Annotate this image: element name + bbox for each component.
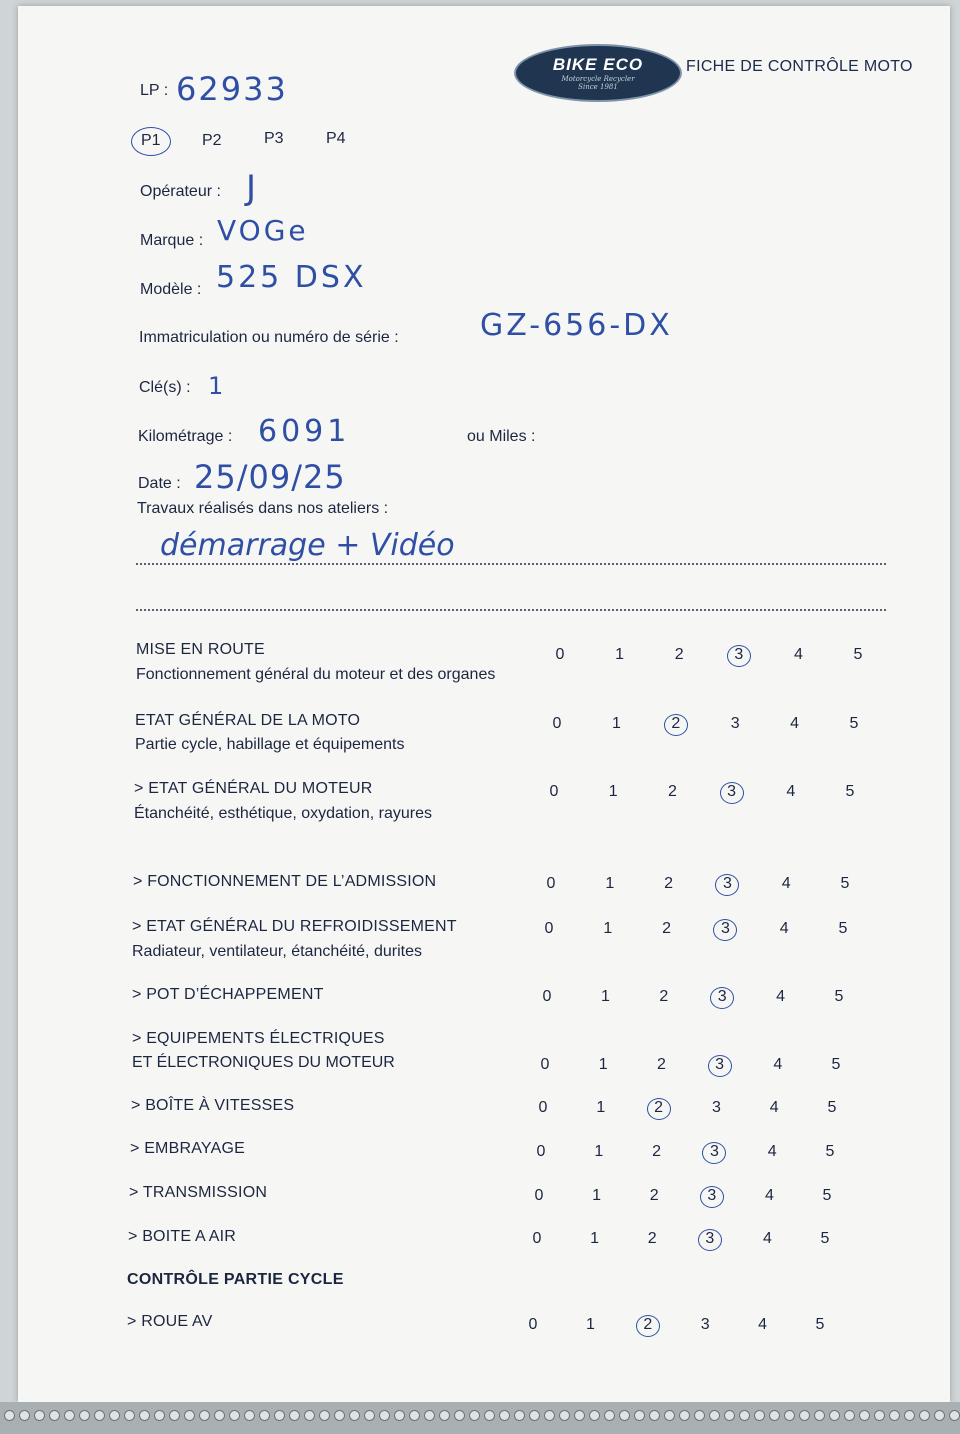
binder-hole bbox=[679, 1410, 690, 1421]
binder-hole bbox=[304, 1410, 315, 1421]
rating-row-title: ETAT GÉNÉRAL DE LA MOTO bbox=[135, 712, 361, 729]
rating-row-score-5: 5 bbox=[840, 875, 850, 892]
section-partie-cycle: CONTRÔLE PARTIE CYCLE bbox=[127, 1271, 344, 1288]
binder-hole bbox=[769, 1410, 780, 1421]
rating-row-score-1: 1 bbox=[590, 1230, 600, 1247]
rating-row-score-3: 3 bbox=[730, 715, 740, 732]
cles-value: 1 bbox=[208, 372, 224, 400]
binder-hole bbox=[949, 1410, 960, 1421]
date-value: 25/09/25 bbox=[194, 458, 346, 496]
plastic-sleeve-edge bbox=[0, 1402, 960, 1434]
binder-hole bbox=[4, 1410, 15, 1421]
rating-row-score-0: 0 bbox=[544, 920, 554, 937]
binder-hole bbox=[229, 1410, 240, 1421]
modele-value: 525 DSX bbox=[216, 260, 367, 295]
rating-row-score-0: 0 bbox=[538, 1099, 548, 1116]
binder-hole bbox=[829, 1410, 840, 1421]
binder-hole bbox=[604, 1410, 615, 1421]
binder-hole bbox=[499, 1410, 510, 1421]
rating-row-score-0: 0 bbox=[546, 875, 556, 892]
immatriculation-value: GZ-656-DX bbox=[480, 308, 673, 343]
rating-row-score-5: 5 bbox=[853, 646, 863, 663]
rating-row-score-3: 3 bbox=[707, 1187, 717, 1204]
rating-row-score-3: 3 bbox=[734, 646, 744, 663]
travaux-line-1 bbox=[136, 563, 886, 565]
cycle-row-score-1: 1 bbox=[585, 1316, 595, 1333]
rating-row-score-1: 1 bbox=[603, 920, 613, 937]
rating-row-score-3: 3 bbox=[720, 920, 730, 937]
rating-row-score-0: 0 bbox=[555, 646, 565, 663]
binder-hole bbox=[394, 1410, 405, 1421]
rating-row-subtitle: Fonctionnement général du moteur et des organes bbox=[136, 666, 496, 683]
binder-hole bbox=[469, 1410, 480, 1421]
binder-hole bbox=[619, 1410, 630, 1421]
rating-row-score-0: 0 bbox=[536, 1143, 546, 1160]
rating-row-score-1: 1 bbox=[598, 1056, 608, 1073]
rating-row-title: > ETAT GÉNÉRAL DU REFROIDISSEMENT bbox=[132, 918, 457, 935]
rating-row-title: > POT D’ÉCHAPPEMENT bbox=[132, 986, 324, 1003]
kilometrage-value: 6091 bbox=[258, 414, 351, 449]
binder-hole bbox=[244, 1410, 255, 1421]
rating-row-score-2: 2 bbox=[664, 875, 674, 892]
rating-row-score-1: 1 bbox=[592, 1187, 602, 1204]
rating-row-score-4: 4 bbox=[762, 1230, 772, 1247]
rating-row-selected-score-circle bbox=[720, 782, 744, 804]
rating-row-score-5: 5 bbox=[831, 1056, 841, 1073]
rating-row-score-3: 3 bbox=[717, 988, 727, 1005]
rating-row-score-5: 5 bbox=[825, 1143, 835, 1160]
rating-row-score-0: 0 bbox=[532, 1230, 542, 1247]
rating-row-score-2: 2 bbox=[671, 715, 681, 732]
rating-row-score-4: 4 bbox=[769, 1099, 779, 1116]
operateur-value: J bbox=[246, 168, 257, 208]
binder-hole bbox=[64, 1410, 75, 1421]
rating-row-score-0: 0 bbox=[549, 783, 559, 800]
binder-hole bbox=[739, 1410, 750, 1421]
cycle-row-score-0: 0 bbox=[528, 1316, 538, 1333]
binder-hole bbox=[589, 1410, 600, 1421]
rating-row-title: > FONCTIONNEMENT DE L’ADMISSION bbox=[133, 873, 437, 890]
binder-hole bbox=[334, 1410, 345, 1421]
rating-row-selected-score-circle bbox=[710, 987, 734, 1009]
logo-brand: BIKE ECO bbox=[552, 55, 644, 74]
immatriculation-label: Immatriculation ou numéro de série : bbox=[139, 329, 399, 346]
rating-row-title: > BOITE A AIR bbox=[128, 1228, 236, 1245]
binder-hole bbox=[379, 1410, 390, 1421]
binder-hole bbox=[559, 1410, 570, 1421]
rating-row-score-3: 3 bbox=[715, 1056, 725, 1073]
rating-row-score-2: 2 bbox=[652, 1143, 662, 1160]
binder-hole bbox=[94, 1410, 105, 1421]
rating-row-score-5: 5 bbox=[822, 1187, 832, 1204]
binder-hole bbox=[154, 1410, 165, 1421]
binder-hole bbox=[439, 1410, 450, 1421]
cycle-row-score-3: 3 bbox=[700, 1316, 710, 1333]
binder-hole bbox=[919, 1410, 930, 1421]
rating-row-score-0: 0 bbox=[534, 1187, 544, 1204]
binder-hole bbox=[274, 1410, 285, 1421]
lp-label: LP : bbox=[140, 82, 169, 99]
rating-row-score-1: 1 bbox=[596, 1099, 606, 1116]
rating-row-score-1: 1 bbox=[600, 988, 610, 1005]
cycle-row-score-4: 4 bbox=[758, 1316, 768, 1333]
kilometrage-label: Kilométrage : bbox=[138, 428, 233, 445]
cles-label: Clé(s) : bbox=[139, 379, 191, 396]
rating-row-score-1: 1 bbox=[608, 783, 618, 800]
binder-hole bbox=[904, 1410, 915, 1421]
binder-hole bbox=[454, 1410, 465, 1421]
rating-row-score-1: 1 bbox=[611, 715, 621, 732]
rating-row-selected-score-circle bbox=[664, 714, 688, 736]
binder-hole bbox=[574, 1410, 585, 1421]
rating-row-score-2: 2 bbox=[659, 988, 669, 1005]
binder-hole bbox=[109, 1410, 120, 1421]
rating-row-score-2: 2 bbox=[667, 783, 677, 800]
rating-row-score-1: 1 bbox=[594, 1143, 604, 1160]
logo-since: Since 1981 bbox=[578, 83, 618, 91]
rating-row-score-5: 5 bbox=[849, 715, 859, 732]
cycle-row-title: > ROUE AV bbox=[127, 1313, 213, 1330]
rating-row-score-4: 4 bbox=[773, 1056, 783, 1073]
rating-row-score-4: 4 bbox=[781, 875, 791, 892]
binder-hole bbox=[694, 1410, 705, 1421]
cycle-row-score-5: 5 bbox=[815, 1316, 825, 1333]
binder-hole bbox=[754, 1410, 765, 1421]
marque-value: VOGe bbox=[217, 214, 309, 247]
binder-hole bbox=[184, 1410, 195, 1421]
binder-hole bbox=[409, 1410, 420, 1421]
rating-row-score-0: 0 bbox=[540, 1056, 550, 1073]
rating-row-subtitle: Radiateur, ventilateur, étanchéité, durites bbox=[132, 943, 422, 960]
rating-row-score-3: 3 bbox=[709, 1143, 719, 1160]
binder-hole bbox=[19, 1410, 30, 1421]
binder-hole bbox=[889, 1410, 900, 1421]
rating-row-selected-score-circle bbox=[708, 1055, 732, 1077]
binder-hole bbox=[139, 1410, 150, 1421]
binder-hole bbox=[709, 1410, 720, 1421]
marque-label: Marque : bbox=[140, 232, 204, 249]
binder-hole bbox=[124, 1410, 135, 1421]
miles-label: ou Miles : bbox=[467, 428, 536, 445]
rating-row-title: > ETAT GÉNÉRAL DU MOTEUR bbox=[134, 780, 373, 797]
binder-hole bbox=[859, 1410, 870, 1421]
bike-eco-logo bbox=[514, 44, 682, 102]
rating-row-score-3: 3 bbox=[711, 1099, 721, 1116]
binder-hole bbox=[259, 1410, 270, 1421]
logo-tagline: Motorcycle Recycler bbox=[561, 75, 635, 83]
binder-hole bbox=[934, 1410, 945, 1421]
rating-row-score-4: 4 bbox=[764, 1187, 774, 1204]
rating-row-title: > EQUIPEMENTS ÉLECTRIQUES bbox=[132, 1030, 385, 1047]
rating-row-subtitle: Étanchéité, esthétique, oxydation, rayures bbox=[134, 805, 432, 822]
binder-hole bbox=[169, 1410, 180, 1421]
rating-row-score-4: 4 bbox=[776, 988, 786, 1005]
rating-row-score-4: 4 bbox=[790, 715, 800, 732]
modele-label: Modèle : bbox=[140, 281, 202, 298]
rating-row-selected-score-circle bbox=[698, 1229, 722, 1251]
travaux-value: démarrage + Vidéo bbox=[160, 528, 455, 563]
rating-row-score-2: 2 bbox=[656, 1056, 666, 1073]
rating-row-score-2: 2 bbox=[649, 1187, 659, 1204]
rating-row-selected-score-circle bbox=[700, 1186, 724, 1208]
binder-hole bbox=[799, 1410, 810, 1421]
rating-row-score-0: 0 bbox=[552, 715, 562, 732]
rating-row-score-4: 4 bbox=[767, 1143, 777, 1160]
binder-hole bbox=[664, 1410, 675, 1421]
binder-hole bbox=[529, 1410, 540, 1421]
rating-row-title: MISE EN ROUTE bbox=[136, 641, 265, 658]
binder-hole bbox=[424, 1410, 435, 1421]
rating-row-score-5: 5 bbox=[820, 1230, 830, 1247]
position-p2: P2 bbox=[202, 132, 222, 149]
binder-hole bbox=[289, 1410, 300, 1421]
rating-row-selected-score-circle bbox=[727, 645, 751, 667]
position-p4: P4 bbox=[326, 130, 346, 147]
rating-row-score-4: 4 bbox=[786, 783, 796, 800]
position-p1: P1 bbox=[141, 132, 161, 149]
rating-row-subtitle: ET ÉLECTRONIQUES DU MOTEUR bbox=[132, 1054, 395, 1071]
binder-hole bbox=[34, 1410, 45, 1421]
binder-hole bbox=[364, 1410, 375, 1421]
binder-hole bbox=[814, 1410, 825, 1421]
binder-hole bbox=[724, 1410, 735, 1421]
binder-hole bbox=[484, 1410, 495, 1421]
rating-row-score-5: 5 bbox=[827, 1099, 837, 1116]
rating-row-score-2: 2 bbox=[662, 920, 672, 937]
binder-hole bbox=[49, 1410, 60, 1421]
rating-row-title: > TRANSMISSION bbox=[129, 1184, 268, 1201]
lp-value: 62933 bbox=[176, 70, 288, 108]
binder-hole bbox=[514, 1410, 525, 1421]
cycle-row-selected-score-circle bbox=[636, 1315, 660, 1337]
binder-holes bbox=[4, 1410, 960, 1424]
travaux-line-2 bbox=[136, 609, 886, 611]
rating-row-title: > EMBRAYAGE bbox=[130, 1140, 245, 1157]
binder-hole bbox=[544, 1410, 555, 1421]
binder-hole bbox=[844, 1410, 855, 1421]
rating-row-score-5: 5 bbox=[845, 783, 855, 800]
binder-hole bbox=[784, 1410, 795, 1421]
binder-hole bbox=[319, 1410, 330, 1421]
rating-row-score-4: 4 bbox=[793, 646, 803, 663]
rating-row-score-5: 5 bbox=[834, 988, 844, 1005]
binder-hole bbox=[874, 1410, 885, 1421]
rating-row-score-3: 3 bbox=[722, 875, 732, 892]
travaux-label: Travaux réalisés dans nos ateliers : bbox=[137, 500, 389, 517]
rating-row-subtitle: Partie cycle, habillage et équipements bbox=[135, 736, 405, 753]
binder-hole bbox=[649, 1410, 660, 1421]
rating-row-selected-score-circle bbox=[647, 1098, 671, 1120]
binder-hole bbox=[349, 1410, 360, 1421]
date-label: Date : bbox=[138, 475, 181, 492]
binder-hole bbox=[79, 1410, 90, 1421]
rating-row-score-5: 5 bbox=[838, 920, 848, 937]
rating-row-score-3: 3 bbox=[727, 783, 737, 800]
rating-row-score-4: 4 bbox=[779, 920, 789, 937]
position-p3: P3 bbox=[264, 130, 284, 147]
rating-row-score-1: 1 bbox=[615, 646, 625, 663]
rating-row-score-2: 2 bbox=[674, 646, 684, 663]
binder-hole bbox=[214, 1410, 225, 1421]
binder-hole bbox=[199, 1410, 210, 1421]
rating-row-score-2: 2 bbox=[654, 1099, 664, 1116]
operateur-label: Opérateur : bbox=[140, 183, 221, 200]
rating-row-title: > BOÎTE À VITESSES bbox=[131, 1097, 295, 1114]
rating-row-score-0: 0 bbox=[542, 988, 552, 1005]
document-title: FICHE DE CONTRÔLE MOTO bbox=[686, 58, 913, 75]
rating-row-score-1: 1 bbox=[605, 875, 615, 892]
rating-row-score-3: 3 bbox=[705, 1230, 715, 1247]
binder-hole bbox=[634, 1410, 645, 1421]
cycle-row-score-2: 2 bbox=[643, 1316, 653, 1333]
rating-row-score-2: 2 bbox=[647, 1230, 657, 1247]
